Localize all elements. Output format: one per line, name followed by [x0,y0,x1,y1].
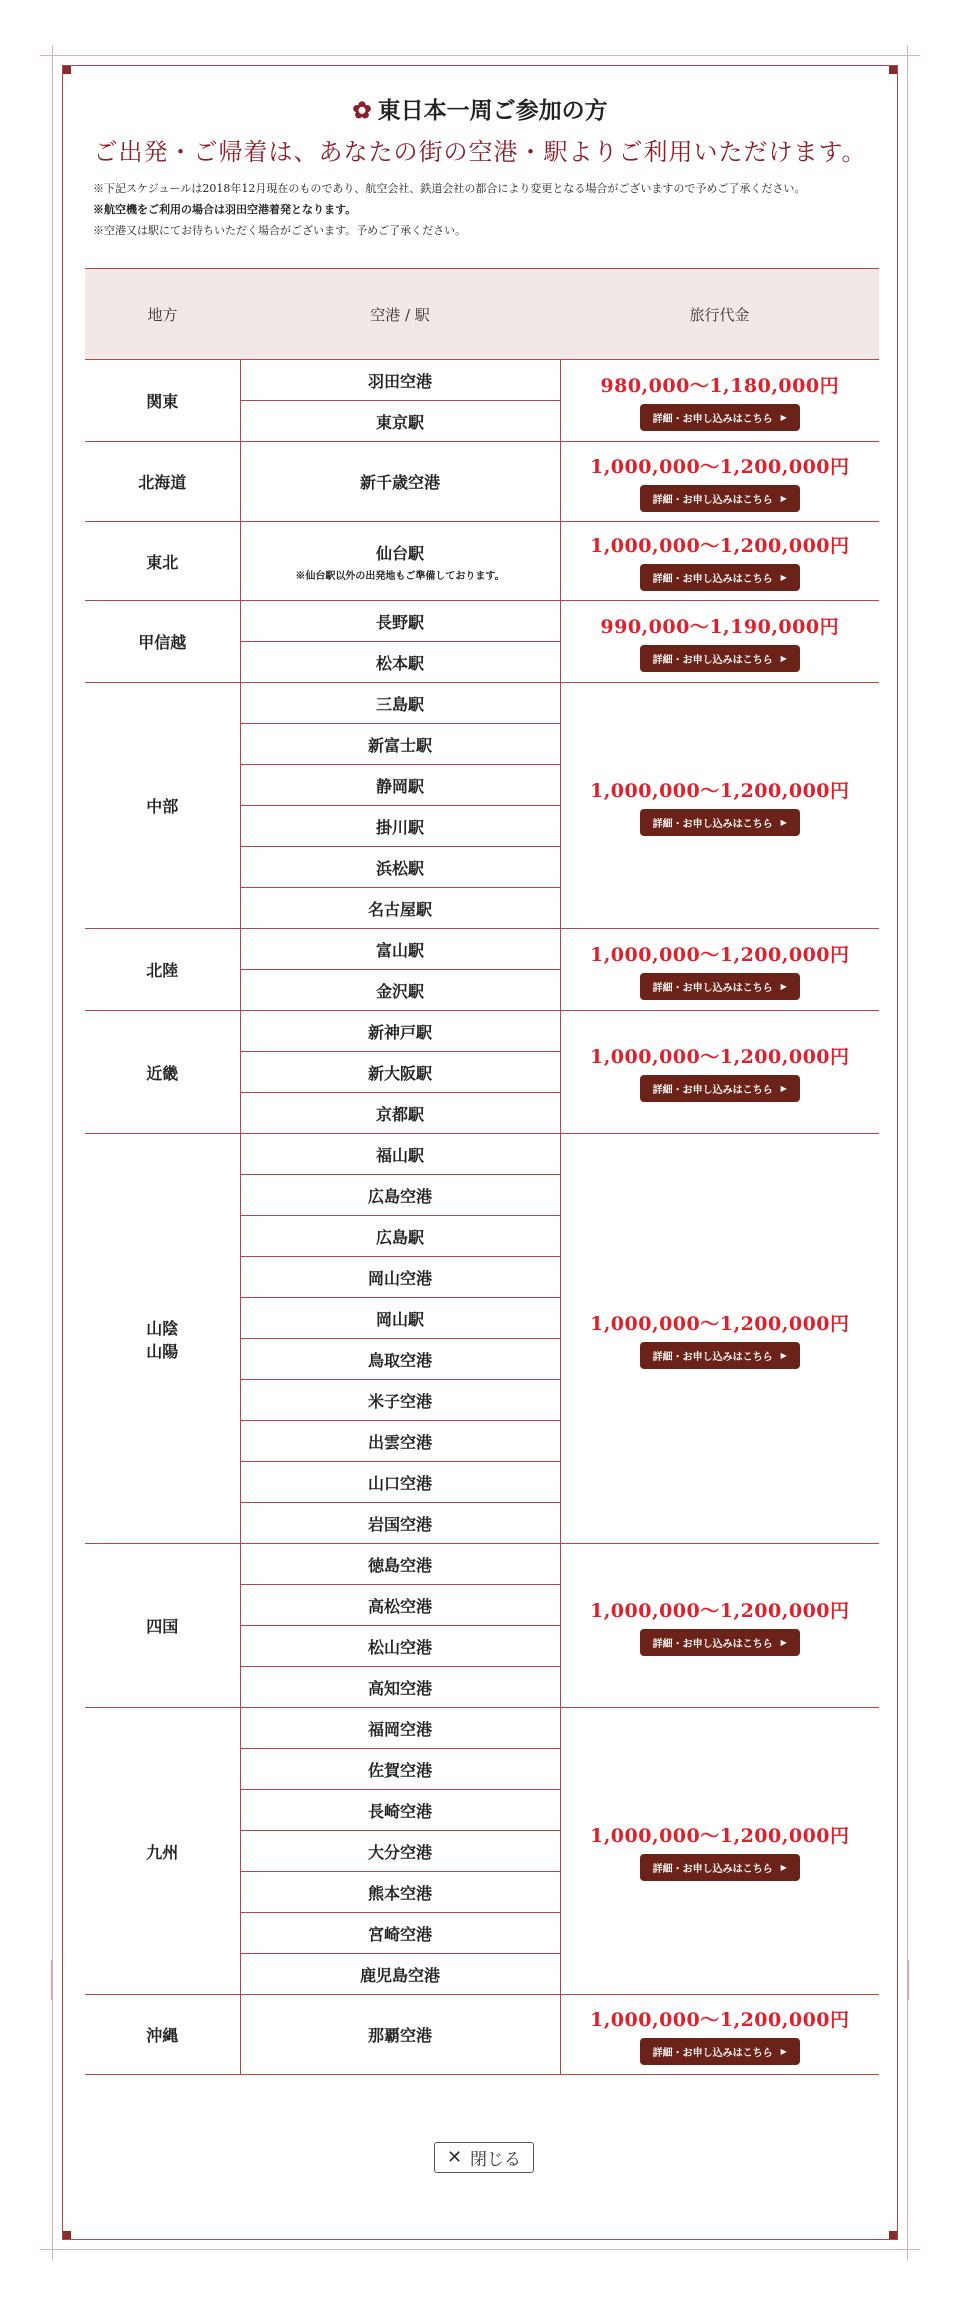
station-cell [240,1052,560,1093]
station-cell [240,765,560,806]
price-amount: 1,000,000～1,200,000円 [589,779,850,802]
station-name: 大分空港 [367,1842,432,1862]
table-row [85,360,879,401]
column-header-station: 空港 / 駅 [240,269,560,360]
region-name: 山陰 [146,1318,179,1338]
station-cell [240,1585,560,1626]
station-name: 京都駅 [375,1104,424,1124]
station-name: 静岡駅 [375,776,424,796]
details-apply-label: 詳細・お申し込みはこちら [652,494,773,506]
details-apply-button[interactable] [640,1629,800,1656]
frame-trim-line [52,45,53,2260]
station-name: 新富士駅 [367,735,432,755]
station-cell [240,806,560,847]
region-name: 山陽 [146,1341,179,1361]
station-name: 名古屋駅 [367,899,432,919]
region-name: 中部 [146,797,179,816]
triangle-right-icon: ▶ [780,1084,787,1093]
price-cell [560,929,879,1011]
station-cell [240,1790,560,1831]
table-header-row [85,269,879,360]
station-name: 佐賀空港 [367,1760,432,1780]
frame-corner-ornament [63,2231,71,2239]
region-name: 四国 [146,1617,179,1636]
region-cell [85,522,240,601]
triangle-right-icon: ▶ [780,412,787,422]
region-name: 関東 [146,392,179,411]
station-cell [240,847,560,888]
details-apply-button[interactable] [640,404,800,431]
station-name: 長野駅 [375,612,424,632]
station-cell [240,360,560,401]
frame-corner-ornament [63,66,71,74]
sakura-flower-icon: ✿ [352,97,372,124]
station-name: 徳島空港 [367,1555,432,1575]
station-cell [240,724,560,765]
table-row [85,929,879,970]
price-amount: 1,000,000～1,200,000円 [589,455,850,478]
station-note: ※仙台駅以外の出発地もご準備しております。 [295,570,505,582]
station-cell [240,1421,560,1462]
notes-block [93,178,805,241]
station-name: 岡山空港 [367,1268,432,1288]
details-apply-label: 詳細・お申し込みはこちら [652,654,773,666]
frame-corner-ornament [889,2231,897,2239]
station-name: 鹿児島空港 [359,1965,440,1985]
table-row [85,442,879,522]
price-amount: 1,000,000～1,200,000円 [589,1825,850,1847]
station-name: 新大阪駅 [367,1063,432,1083]
details-apply-button[interactable] [640,973,800,1000]
triangle-right-icon: ▶ [780,817,787,827]
station-cell [240,1749,560,1790]
station-cell [240,1872,560,1913]
region-cell [85,601,240,683]
price-amount: 1,000,000～1,200,000円 [589,1046,850,1068]
region-cell [85,1011,240,1134]
station-cell [240,601,560,642]
price-amount: 1,000,000～1,200,000円 [589,1312,850,1335]
station-cell [240,1667,560,1708]
frame-trim-line [40,2249,920,2250]
station-cell [240,1913,560,1954]
price-amount: 1,000,000～1,200,000円 [589,535,850,557]
station-cell [240,1298,560,1339]
station-cell [240,1175,560,1216]
region-cell [85,929,240,1011]
station-name: 山口空港 [367,1473,432,1493]
station-cell [240,1462,560,1503]
page-subtitle: ご出発・ご帰着は、あなたの街の空港・駅よりご利用いただけます。 [93,138,867,166]
triangle-right-icon: ▶ [780,1637,787,1647]
details-apply-button[interactable] [640,809,800,836]
price-amount: 1,000,000～1,200,000円 [589,1599,850,1622]
region-name: 近畿 [146,1063,179,1083]
station-cell [240,522,560,601]
price-cell [560,601,879,683]
table-row [85,1708,879,1749]
station-name: 高松空港 [367,1596,432,1616]
table-row [85,601,879,642]
station-name: 金沢駅 [375,981,424,1001]
station-cell [240,1954,560,1995]
price-cell [560,1708,879,1995]
details-apply-button[interactable] [640,1075,800,1102]
note-line: ※下記スケジュールは2018年12月現在のものであり、航空会社、鉄道会社の都合により変更となる場合がございますので予めご了承ください。 [93,182,806,195]
details-apply-label: 詳細・お申し込みはこちら [652,1864,773,1875]
price-amount: 1,000,000～1,200,000円 [589,2008,850,2031]
station-cell [240,1134,560,1175]
column-header-price: 旅行代金 [560,269,879,360]
station-cell [240,1257,560,1298]
details-apply-label: 詳細・お申し込みはこちら [652,574,773,585]
station-cell [240,642,560,683]
triangle-right-icon: ▶ [780,1350,787,1360]
station-cell [240,1995,560,2075]
price-cell [560,360,879,442]
region-cell [85,1544,240,1708]
station-name: 東京駅 [375,412,424,432]
price-amount: 1,000,000～1,200,000円 [589,943,850,966]
station-name: 広島空港 [367,1186,432,1206]
region-cell [85,1134,240,1544]
note-line: ※航空機をご利用の場合は羽田空港着発となります。 [93,203,357,216]
station-name: 岡山駅 [375,1309,424,1329]
station-cell [240,683,560,724]
station-name: 福山駅 [375,1145,424,1165]
station-cell [240,1544,560,1585]
station-name: 掛川駅 [375,817,424,837]
triangle-right-icon: ▶ [780,653,787,663]
station-name: 鳥取空港 [367,1350,432,1370]
station-name: 仙台駅 [375,543,424,563]
note-line: ※空港又は駅にてお待ちいただく場合がございます。予めご了承ください。 [93,224,467,237]
table-row [85,1995,879,2075]
price-cell [560,442,879,522]
price-amount: 980,000～1,180,000円 [600,374,840,397]
station-cell [240,1626,560,1667]
station-name: 米子空港 [367,1391,432,1411]
details-apply-label: 詳細・お申し込みはこちら [652,982,773,994]
table-body [85,360,879,2075]
region-cell [85,683,240,929]
station-cell [240,1339,560,1380]
station-name: 長崎空港 [367,1801,432,1821]
station-name: 広島駅 [375,1227,424,1247]
table-row [85,1134,879,1175]
details-apply-button[interactable] [640,1342,800,1369]
close-x-icon: ✕ [446,2147,463,2168]
region-cell [85,1708,240,1995]
station-name: 岩国空港 [367,1514,432,1534]
station-name: 那覇空港 [367,2026,432,2045]
details-apply-label: 詳細・お申し込みはこちら [652,2047,773,2059]
table-row [85,1011,879,1052]
station-name: 福岡空港 [367,1719,432,1739]
station-cell [240,929,560,970]
details-apply-label: 詳細・お申し込みはこちら [652,818,773,830]
region-cell [85,360,240,442]
price-cell [560,1011,879,1134]
station-name: 松山空港 [367,1637,432,1657]
station-name: 宮崎空港 [367,1924,432,1944]
details-apply-button[interactable] [640,564,800,591]
page-title: ✿ 東日本一周ご参加の方 [352,97,608,124]
station-name: 熊本空港 [367,1883,432,1903]
station-cell [240,1708,560,1749]
close-button[interactable]: ✕ 閉じる [434,2142,534,2173]
table-row [85,683,879,724]
station-cell [240,1503,560,1544]
station-name: 出雲空港 [367,1432,432,1452]
station-cell [240,1011,560,1052]
details-apply-label: 詳細・お申し込みはこちら [652,1638,773,1650]
triangle-right-icon: ▶ [780,493,787,503]
region-name: 東北 [146,552,179,572]
frame-trim-line [40,55,920,56]
details-apply-button[interactable] [640,485,800,512]
station-name: 三島駅 [375,694,424,714]
price-cell [560,683,879,929]
table-row [85,522,879,601]
frame-corner-ornament [889,66,897,74]
region-name: 九州 [146,1842,179,1862]
table-row [85,1544,879,1585]
station-name: 浜松駅 [375,858,424,878]
station-cell [240,1831,560,1872]
station-name: 新神戸駅 [367,1022,432,1042]
region-name: 北陸 [146,961,179,980]
details-apply-button[interactable] [640,2038,800,2065]
price-cell [560,522,879,601]
triangle-right-icon: ▶ [780,573,787,582]
column-header-region: 地方 [85,269,240,360]
station-name: 新千歳空港 [359,473,440,492]
station-cell [240,970,560,1011]
fare-table [85,268,879,2075]
details-apply-label: 詳細・お申し込みはこちら [652,1351,773,1363]
details-apply-label: 詳細・お申し込みはこちら [652,1085,773,1096]
station-name: 羽田空港 [367,371,432,391]
region-name: 北海道 [138,473,187,492]
station-cell [240,401,560,442]
station-cell [240,1380,560,1421]
details-apply-label: 詳細・お申し込みはこちら [652,413,773,425]
details-apply-button[interactable] [640,645,800,672]
region-cell [85,442,240,522]
price-cell [560,1134,879,1544]
station-cell [240,1216,560,1257]
price-amount: 990,000～1,190,000円 [600,615,840,638]
triangle-right-icon: ▶ [780,2046,787,2056]
frame-trim-line [907,45,908,2260]
station-cell [240,442,560,522]
triangle-right-icon: ▶ [780,1863,787,1872]
station-cell [240,888,560,929]
region-cell [85,1995,240,2075]
region-name: 沖縄 [146,2026,179,2045]
station-name: 高知空港 [367,1678,432,1698]
station-cell [240,1093,560,1134]
triangle-right-icon: ▶ [780,981,787,991]
details-apply-button[interactable] [640,1854,800,1881]
station-name: 富山駅 [375,940,424,960]
price-cell [560,1995,879,2075]
station-name: 松本駅 [375,653,424,673]
region-name: 甲信越 [138,633,187,652]
price-cell [560,1544,879,1708]
